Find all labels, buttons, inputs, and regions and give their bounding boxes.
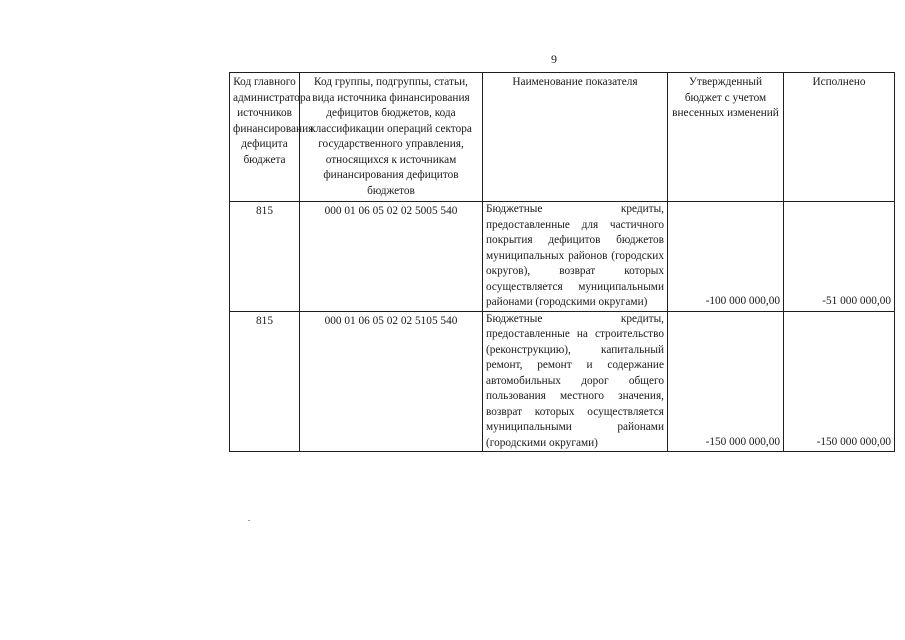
budget-deficit-sources-table [229,72,895,452]
indicator-name-cell: Бюджетные кредиты, предоставленные для частичного покрытия дефицитов бюджетов муниципальных районов (городских округов), возврат которых осуществляется муниципальными районами (городскими округами) [483,202,668,312]
executed-amount-cell: -150 000 000,00 [784,311,895,452]
header-approved-budget: Утвержденный бюджет с учетом внесенных изменений [668,73,784,202]
admin-code-cell: 815 [230,202,300,312]
table-header-row [230,73,895,202]
source-code-cell: 000 01 06 05 02 02 5105 540 [300,311,483,452]
header-indicator-name: Наименование показателя [483,73,668,202]
header-admin-code: Код главного администратора источников финансирования дефицита бюджета [230,73,300,202]
header-executed: Исполнено [784,73,895,202]
approved-amount-cell: -150 000 000,00 [668,311,784,452]
admin-code-cell: 815 [230,311,300,452]
source-code-cell: 000 01 06 05 02 02 5005 540 [300,202,483,312]
indicator-name-cell: Бюджетные кредиты, предоставленные на строительство (реконструкцию), капитальный ремонт, ремонт и содержание автомобильных дорог общего пользования местного значения, возврат которых осуществляется муниципальными районами (городскими округами) [483,311,668,452]
page-number: 9 [551,52,557,66]
table-row [230,202,895,312]
header-source-code: Код группы, подгруппы, статьи, вида источника финансирования дефицитов бюджетов, кода классификации операций сектора государственного управления, относящихся к источникам финансирования дефицитов бюджетов [300,73,483,202]
table-row [230,311,895,452]
approved-amount-cell: -100 000 000,00 [668,202,784,312]
executed-amount-cell: -51 000 000,00 [784,202,895,312]
scan-speck [248,520,250,521]
